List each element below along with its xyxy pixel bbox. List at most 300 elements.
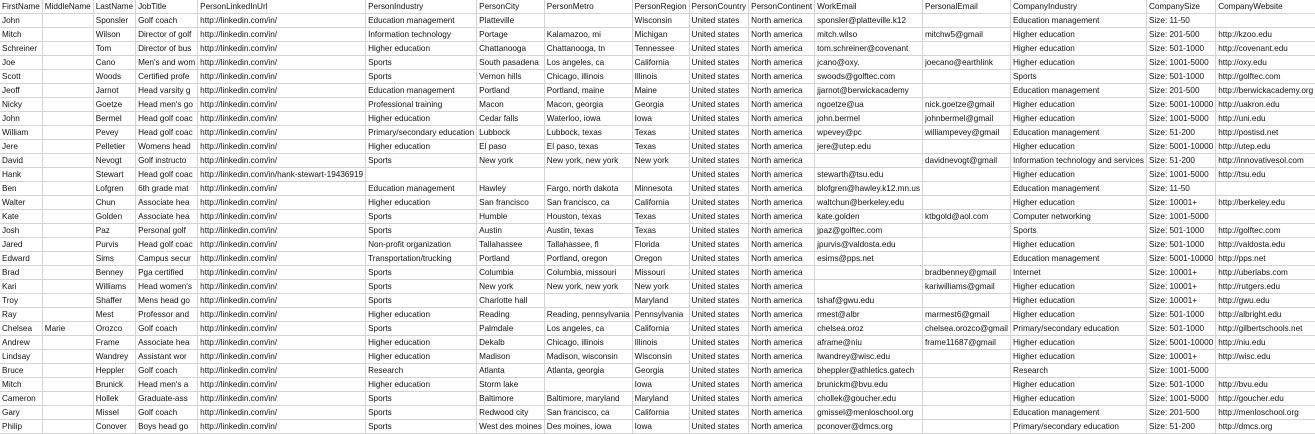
table-cell[interactable]: New york xyxy=(477,154,545,168)
table-cell[interactable]: 6th grade mat xyxy=(136,182,198,196)
table-cell[interactable]: North america xyxy=(749,140,815,154)
table-cell[interactable]: ngoetze@ua xyxy=(815,98,923,112)
table-cell[interactable]: Size: 5001-10000 xyxy=(1147,140,1216,154)
table-cell[interactable]: Woods xyxy=(93,70,135,84)
table-cell[interactable]: North america xyxy=(749,42,815,56)
table-cell[interactable] xyxy=(42,98,93,112)
table-cell[interactable] xyxy=(544,378,632,392)
table-cell[interactable]: Heppler xyxy=(93,364,135,378)
table-cell[interactable]: Higher education xyxy=(366,140,477,154)
table-cell[interactable] xyxy=(477,168,545,182)
table-cell[interactable]: http://linkedin.com/in/ xyxy=(198,42,366,56)
table-cell[interactable]: Kari xyxy=(0,280,42,294)
table-cell[interactable]: http://linkedin.com/in/ xyxy=(198,224,366,238)
table-cell[interactable]: Information technology and services xyxy=(1010,154,1146,168)
table-cell[interactable]: Benney xyxy=(93,266,135,280)
table-cell[interactable]: Ben xyxy=(0,182,42,196)
table-cell[interactable]: Purvis xyxy=(93,238,135,252)
table-cell[interactable]: Chattanooga xyxy=(477,42,545,56)
table-cell[interactable]: Florida xyxy=(632,238,689,252)
table-cell[interactable]: Golf coach xyxy=(136,364,198,378)
table-cell[interactable]: Iowa xyxy=(632,378,689,392)
table-cell[interactable]: Pelletier xyxy=(93,140,135,154)
table-cell[interactable]: Size: 11-50 xyxy=(1147,182,1216,196)
table-cell[interactable]: http://linkedin.com/in/ xyxy=(198,308,366,322)
table-cell[interactable]: Andrew xyxy=(0,336,42,350)
table-cell[interactable]: United states xyxy=(689,266,749,280)
table-cell[interactable]: Sports xyxy=(366,392,477,406)
table-cell[interactable]: Higher education xyxy=(1010,42,1146,56)
table-cell[interactable] xyxy=(922,238,1010,252)
table-cell[interactable]: Redwood city xyxy=(477,406,545,420)
table-cell[interactable] xyxy=(42,308,93,322)
table-cell[interactable] xyxy=(544,168,632,182)
table-cell[interactable]: Golf coach xyxy=(136,322,198,336)
table-cell[interactable]: United states xyxy=(689,406,749,420)
table-cell[interactable]: Paz xyxy=(93,224,135,238)
table-cell[interactable]: Head varsity g xyxy=(136,84,198,98)
table-cell[interactable]: Josh xyxy=(0,224,42,238)
table-cell[interactable]: Head women's xyxy=(136,280,198,294)
column-header[interactable]: LastName xyxy=(93,0,135,14)
table-cell[interactable]: Houston, texas xyxy=(544,210,632,224)
table-cell[interactable]: Higher education xyxy=(1010,140,1146,154)
table-cell[interactable]: Chicago, illinois xyxy=(544,336,632,350)
table-cell[interactable]: Reading xyxy=(477,308,545,322)
table-cell[interactable]: http://uakron.edu xyxy=(1216,98,1315,112)
table-cell[interactable]: Higher education xyxy=(366,350,477,364)
table-cell[interactable]: Pevey xyxy=(93,126,135,140)
table-cell[interactable]: Reading, pennsylvania xyxy=(544,308,632,322)
table-cell[interactable]: sponsler@platteville.k12 xyxy=(815,14,923,28)
table-cell[interactable]: Jeoff xyxy=(0,84,42,98)
table-cell[interactable] xyxy=(815,280,923,294)
table-cell[interactable] xyxy=(42,378,93,392)
table-cell[interactable]: marmest6@gmail xyxy=(922,308,1010,322)
table-cell[interactable]: http://gilbertschools.net xyxy=(1216,322,1315,336)
table-cell[interactable]: Los angeles, ca xyxy=(544,56,632,70)
table-cell[interactable]: Missouri xyxy=(632,266,689,280)
table-cell[interactable]: Head men's go xyxy=(136,98,198,112)
table-cell[interactable]: http://albright.edu xyxy=(1216,308,1315,322)
column-header[interactable]: PersonIndustry xyxy=(366,0,477,14)
table-cell[interactable]: jpurvis@valdosta.edu xyxy=(815,238,923,252)
table-cell[interactable] xyxy=(42,28,93,42)
table-cell[interactable]: http://gwu.edu xyxy=(1216,294,1315,308)
table-cell[interactable] xyxy=(42,266,93,280)
table-cell[interactable]: Portland xyxy=(477,252,545,266)
table-cell[interactable] xyxy=(1216,210,1315,224)
table-cell[interactable]: North america xyxy=(749,280,815,294)
column-header[interactable]: PersonLinkedInUrl xyxy=(198,0,366,14)
table-cell[interactable]: http://pps.net xyxy=(1216,252,1315,266)
table-cell[interactable]: Fargo, north dakota xyxy=(544,182,632,196)
table-cell[interactable] xyxy=(922,392,1010,406)
table-cell[interactable]: waltchun@berkeley.edu xyxy=(815,196,923,210)
table-cell[interactable]: Research xyxy=(366,364,477,378)
table-cell[interactable]: North america xyxy=(749,266,815,280)
table-cell[interactable]: New york xyxy=(632,280,689,294)
table-cell[interactable]: Sports xyxy=(1010,224,1146,238)
table-cell[interactable]: United states xyxy=(689,210,749,224)
table-cell[interactable]: Education management xyxy=(1010,182,1146,196)
table-cell[interactable]: Transportation/trucking xyxy=(366,252,477,266)
table-cell[interactable]: United states xyxy=(689,224,749,238)
table-cell[interactable]: Georgia xyxy=(632,364,689,378)
table-cell[interactable]: Tallahassee xyxy=(477,238,545,252)
table-cell[interactable]: Boys head go xyxy=(136,420,198,434)
table-cell[interactable]: North america xyxy=(749,112,815,126)
table-cell[interactable]: Sports xyxy=(366,294,477,308)
table-cell[interactable]: Research xyxy=(1010,364,1146,378)
table-cell[interactable]: Size: 501-1000 xyxy=(1147,70,1216,84)
table-cell[interactable]: Head golf coac xyxy=(136,238,198,252)
table-cell[interactable]: Iowa xyxy=(632,112,689,126)
table-cell[interactable] xyxy=(42,168,93,182)
table-cell[interactable]: Higher education xyxy=(1010,336,1146,350)
table-cell[interactable]: aframe@niu xyxy=(815,336,923,350)
table-cell[interactable]: Higher education xyxy=(366,112,477,126)
table-cell[interactable]: Size: 51-200 xyxy=(1147,420,1216,434)
table-cell[interactable]: Men's and wom xyxy=(136,56,198,70)
table-cell[interactable]: Stewart xyxy=(93,168,135,182)
table-cell[interactable]: Sports xyxy=(366,70,477,84)
table-cell[interactable] xyxy=(922,42,1010,56)
table-cell[interactable]: jpaz@golftec.com xyxy=(815,224,923,238)
table-cell[interactable] xyxy=(42,56,93,70)
table-cell[interactable]: Chelsea xyxy=(0,322,42,336)
table-cell[interactable]: Vernon hills xyxy=(477,70,545,84)
table-cell[interactable]: Information technology xyxy=(366,28,477,42)
table-cell[interactable]: Size: 1001-5000 xyxy=(1147,364,1216,378)
table-cell[interactable]: Higher education xyxy=(366,308,477,322)
table-cell[interactable]: esims@pps.net xyxy=(815,252,923,266)
column-header[interactable]: PersonalEmail xyxy=(922,0,1010,14)
table-cell[interactable]: Director of bus xyxy=(136,42,198,56)
table-cell[interactable]: Higher education xyxy=(1010,196,1146,210)
table-cell[interactable]: Jere xyxy=(0,140,42,154)
table-cell[interactable]: Golf coach xyxy=(136,406,198,420)
table-cell[interactable]: Size: 501-1000 xyxy=(1147,308,1216,322)
table-cell[interactable]: Portland xyxy=(477,84,545,98)
table-cell[interactable]: Portage xyxy=(477,28,545,42)
table-cell[interactable]: Size: 5001-10000 xyxy=(1147,252,1216,266)
table-cell[interactable]: Director of golf xyxy=(136,28,198,42)
table-cell[interactable]: Size: 501-1000 xyxy=(1147,42,1216,56)
table-cell[interactable]: Education management xyxy=(366,84,477,98)
table-cell[interactable] xyxy=(42,350,93,364)
table-cell[interactable] xyxy=(1216,182,1315,196)
table-cell[interactable]: Size: 501-1000 xyxy=(1147,378,1216,392)
table-cell[interactable]: Mens head go xyxy=(136,294,198,308)
table-cell[interactable] xyxy=(42,140,93,154)
table-cell[interactable]: tshaf@gwu.edu xyxy=(815,294,923,308)
table-cell[interactable]: United states xyxy=(689,350,749,364)
table-cell[interactable]: Higher education xyxy=(1010,98,1146,112)
table-cell[interactable]: Size: 201-500 xyxy=(1147,84,1216,98)
table-cell[interactable] xyxy=(922,252,1010,266)
table-cell[interactable]: chelsea.orozco@gmail xyxy=(922,322,1010,336)
table-cell[interactable]: Columbia, missouri xyxy=(544,266,632,280)
table-cell[interactable] xyxy=(922,420,1010,434)
table-cell[interactable]: Cameron xyxy=(0,392,42,406)
table-cell[interactable]: Pennsylvania xyxy=(632,308,689,322)
table-cell[interactable]: Sports xyxy=(366,154,477,168)
table-cell[interactable]: North america xyxy=(749,224,815,238)
table-cell[interactable]: Austin xyxy=(477,224,545,238)
table-cell[interactable]: North america xyxy=(749,14,815,28)
table-cell[interactable]: Wisconsin xyxy=(632,350,689,364)
table-cell[interactable]: http://berwickacademy.org xyxy=(1216,84,1315,98)
table-cell[interactable]: Size: 1001-5000 xyxy=(1147,112,1216,126)
table-cell[interactable]: http://linkedin.com/in/ xyxy=(198,322,366,336)
table-cell[interactable]: Chattanooga, tn xyxy=(544,42,632,56)
table-cell[interactable]: Associate hea xyxy=(136,196,198,210)
table-cell[interactable]: http://linkedin.com/in/ xyxy=(198,210,366,224)
table-cell[interactable]: United states xyxy=(689,154,749,168)
table-cell[interactable]: Non-profit organization xyxy=(366,238,477,252)
table-cell[interactable]: http://covenant.edu xyxy=(1216,42,1315,56)
table-cell[interactable]: North america xyxy=(749,378,815,392)
table-cell[interactable]: North america xyxy=(749,56,815,70)
table-cell[interactable] xyxy=(544,294,632,308)
table-cell[interactable]: United states xyxy=(689,84,749,98)
table-cell[interactable]: California xyxy=(632,56,689,70)
table-cell[interactable]: Illinois xyxy=(632,336,689,350)
table-cell[interactable]: joecano@earthlink xyxy=(922,56,1010,70)
table-cell[interactable]: Storm lake xyxy=(477,378,545,392)
table-cell[interactable]: Charlotte hall xyxy=(477,294,545,308)
table-cell[interactable]: Lubbock, texas xyxy=(544,126,632,140)
table-cell[interactable]: Sports xyxy=(366,56,477,70)
table-cell[interactable]: johnbermel@gmail xyxy=(922,112,1010,126)
table-cell[interactable]: Assistant wor xyxy=(136,350,198,364)
table-cell[interactable]: Cano xyxy=(93,56,135,70)
table-cell[interactable] xyxy=(42,42,93,56)
table-cell[interactable]: http://menloschool.org xyxy=(1216,406,1315,420)
table-cell[interactable]: http://linkedin.com/in/ xyxy=(198,280,366,294)
table-cell[interactable]: Size: 1001-5000 xyxy=(1147,56,1216,70)
table-cell[interactable]: Texas xyxy=(632,210,689,224)
table-cell[interactable]: http://linkedin.com/in/ xyxy=(198,252,366,266)
table-cell[interactable]: Baltimore xyxy=(477,392,545,406)
table-cell[interactable]: john.bermel xyxy=(815,112,923,126)
table-cell[interactable]: Gary xyxy=(0,406,42,420)
table-cell[interactable]: Oregon xyxy=(632,252,689,266)
table-cell[interactable]: Maine xyxy=(632,84,689,98)
table-cell[interactable]: jcano@oxy. xyxy=(815,56,923,70)
table-cell[interactable] xyxy=(42,70,93,84)
table-cell[interactable]: http://linkedin.com/in/ xyxy=(198,294,366,308)
table-cell[interactable] xyxy=(922,224,1010,238)
table-cell[interactable]: Higher education xyxy=(366,42,477,56)
table-cell[interactable]: Des moines, iowa xyxy=(544,420,632,434)
table-cell[interactable]: Madison xyxy=(477,350,545,364)
table-cell[interactable] xyxy=(544,14,632,28)
table-cell[interactable]: North america xyxy=(749,28,815,42)
table-cell[interactable]: United states xyxy=(689,70,749,84)
table-cell[interactable] xyxy=(922,294,1010,308)
table-cell[interactable]: http://linkedin.com/in/ xyxy=(198,420,366,434)
table-cell[interactable]: San francisco xyxy=(477,196,545,210)
table-cell[interactable]: United states xyxy=(689,308,749,322)
table-cell[interactable]: Wilson xyxy=(93,28,135,42)
table-cell[interactable]: Joe xyxy=(0,56,42,70)
table-cell[interactable]: pconover@dmcs.org xyxy=(815,420,923,434)
table-cell[interactable] xyxy=(42,154,93,168)
table-cell[interactable]: http://goucher.edu xyxy=(1216,392,1315,406)
table-cell[interactable] xyxy=(366,168,477,182)
table-cell[interactable]: jere@utep.edu xyxy=(815,140,923,154)
table-cell[interactable]: Sports xyxy=(366,406,477,420)
table-cell[interactable]: Edward xyxy=(0,252,42,266)
table-cell[interactable]: http://uni.edu xyxy=(1216,112,1315,126)
table-cell[interactable]: Education management xyxy=(1010,406,1146,420)
table-cell[interactable]: http://linkedin.com/in/ xyxy=(198,112,366,126)
table-cell[interactable]: Size: 1001-5000 xyxy=(1147,392,1216,406)
table-cell[interactable]: Education management xyxy=(366,14,477,28)
table-cell[interactable]: South pasadena xyxy=(477,56,545,70)
table-cell[interactable]: San francisco, ca xyxy=(544,406,632,420)
table-cell[interactable]: Golf instructo xyxy=(136,154,198,168)
table-cell[interactable]: Tallahassee, fl xyxy=(544,238,632,252)
table-cell[interactable]: United states xyxy=(689,28,749,42)
table-cell[interactable]: West des moines xyxy=(477,420,545,434)
table-cell[interactable]: Education management xyxy=(1010,252,1146,266)
table-cell[interactable]: Los angeles, ca xyxy=(544,322,632,336)
table-cell[interactable]: Size: 51-200 xyxy=(1147,154,1216,168)
table-cell[interactable]: United states xyxy=(689,238,749,252)
table-cell[interactable]: Waterloo, iowa xyxy=(544,112,632,126)
table-cell[interactable]: http://linkedin.com/in/hank-stewart-19436919 xyxy=(198,168,366,182)
table-cell[interactable]: North america xyxy=(749,98,815,112)
table-cell[interactable]: Campus secur xyxy=(136,252,198,266)
table-cell[interactable]: Pga certified xyxy=(136,266,198,280)
table-cell[interactable]: Primary/secondary education xyxy=(366,126,477,140)
table-cell[interactable]: rmest@albr xyxy=(815,308,923,322)
table-cell[interactable]: United states xyxy=(689,112,749,126)
table-cell[interactable]: Size: 51-200 xyxy=(1147,126,1216,140)
table-cell[interactable]: http://berkeley.edu xyxy=(1216,196,1315,210)
table-cell[interactable]: San francisco, ca xyxy=(544,196,632,210)
table-cell[interactable]: Sims xyxy=(93,252,135,266)
table-cell[interactable]: Size: 5001-10000 xyxy=(1147,336,1216,350)
column-header[interactable]: WorkEmail xyxy=(815,0,923,14)
table-cell[interactable]: North america xyxy=(749,308,815,322)
table-cell[interactable]: http://bvu.edu xyxy=(1216,378,1315,392)
table-cell[interactable] xyxy=(922,350,1010,364)
table-cell[interactable]: http://rutgers.edu xyxy=(1216,280,1315,294)
table-cell[interactable]: stewarth@tsu.edu xyxy=(815,168,923,182)
table-cell[interactable]: http://linkedin.com/in/ xyxy=(198,140,366,154)
table-cell[interactable] xyxy=(42,336,93,350)
table-cell[interactable]: http://utep.edu xyxy=(1216,140,1315,154)
table-cell[interactable] xyxy=(42,112,93,126)
table-cell[interactable] xyxy=(42,126,93,140)
table-cell[interactable] xyxy=(42,280,93,294)
table-cell[interactable]: Higher education xyxy=(1010,28,1146,42)
table-cell[interactable]: North america xyxy=(749,322,815,336)
table-cell[interactable]: Nicky xyxy=(0,98,42,112)
table-cell[interactable]: United states xyxy=(689,378,749,392)
table-cell[interactable] xyxy=(922,364,1010,378)
table-cell[interactable]: http://kzoo.edu xyxy=(1216,28,1315,42)
table-cell[interactable] xyxy=(922,140,1010,154)
table-cell[interactable]: Wisconsin xyxy=(632,14,689,28)
table-cell[interactable]: Certified profe xyxy=(136,70,198,84)
table-cell[interactable]: frame11687@gmail xyxy=(922,336,1010,350)
table-cell[interactable]: http://valdosta.edu xyxy=(1216,238,1315,252)
table-cell[interactable]: mitchw5@gmail xyxy=(922,28,1010,42)
table-cell[interactable]: North america xyxy=(749,126,815,140)
table-cell[interactable]: North america xyxy=(749,84,815,98)
table-cell[interactable]: http://golftec.com xyxy=(1216,70,1315,84)
table-cell[interactable]: Size: 10001+ xyxy=(1147,280,1216,294)
table-cell[interactable]: Higher education xyxy=(1010,168,1146,182)
table-cell[interactable]: Higher education xyxy=(1010,294,1146,308)
table-cell[interactable]: Nevogt xyxy=(93,154,135,168)
table-cell[interactable]: Higher education xyxy=(1010,280,1146,294)
table-cell[interactable]: Jarnot xyxy=(93,84,135,98)
table-cell[interactable]: tom.schreiner@covenant xyxy=(815,42,923,56)
table-cell[interactable]: Columbia xyxy=(477,266,545,280)
table-cell[interactable]: Shaffer xyxy=(93,294,135,308)
column-header[interactable]: MiddleName xyxy=(42,0,93,14)
table-cell[interactable]: Higher education xyxy=(1010,392,1146,406)
table-cell[interactable] xyxy=(922,168,1010,182)
table-cell[interactable]: Education management xyxy=(1010,126,1146,140)
table-cell[interactable]: Size: 201-500 xyxy=(1147,406,1216,420)
table-cell[interactable]: Size: 10001+ xyxy=(1147,266,1216,280)
table-cell[interactable]: North america xyxy=(749,182,815,196)
table-cell[interactable]: Sponsler xyxy=(93,14,135,28)
table-cell[interactable]: Lofgren xyxy=(93,182,135,196)
table-cell[interactable]: http://linkedin.com/in/ xyxy=(198,14,366,28)
table-cell[interactable]: jjarnot@berwickacademy xyxy=(815,84,923,98)
table-cell[interactable]: http://linkedin.com/in/ xyxy=(198,364,366,378)
table-cell[interactable]: davidnevogt@gmail xyxy=(922,154,1010,168)
table-cell[interactable]: North america xyxy=(749,420,815,434)
table-cell[interactable] xyxy=(42,364,93,378)
table-cell[interactable]: United states xyxy=(689,168,749,182)
table-cell[interactable] xyxy=(42,196,93,210)
table-cell[interactable]: Higher education xyxy=(366,336,477,350)
table-cell[interactable]: New york xyxy=(477,280,545,294)
table-cell[interactable]: Minnesota xyxy=(632,182,689,196)
table-cell[interactable]: Head golf coac xyxy=(136,112,198,126)
table-cell[interactable]: http://linkedin.com/in/ xyxy=(198,70,366,84)
table-cell[interactable]: Size: 201-500 xyxy=(1147,28,1216,42)
table-cell[interactable]: Size: 501-1000 xyxy=(1147,322,1216,336)
table-cell[interactable]: http://linkedin.com/in/ xyxy=(198,126,366,140)
table-cell[interactable]: Brunick xyxy=(93,378,135,392)
table-cell[interactable]: http://linkedin.com/in/ xyxy=(198,406,366,420)
table-cell[interactable] xyxy=(922,196,1010,210)
table-cell[interactable]: North america xyxy=(749,364,815,378)
table-cell[interactable]: Brad xyxy=(0,266,42,280)
table-cell[interactable]: Portland, maine xyxy=(544,84,632,98)
table-cell[interactable]: Associate hea xyxy=(136,336,198,350)
table-cell[interactable]: williampevey@gmail xyxy=(922,126,1010,140)
table-cell[interactable]: Jared xyxy=(0,238,42,252)
table-cell[interactable]: Sports xyxy=(366,322,477,336)
table-cell[interactable]: Missel xyxy=(93,406,135,420)
table-cell[interactable]: United states xyxy=(689,364,749,378)
table-cell[interactable]: Sports xyxy=(366,266,477,280)
table-cell[interactable]: North america xyxy=(749,406,815,420)
table-cell[interactable]: Hank xyxy=(0,168,42,182)
table-cell[interactable]: North america xyxy=(749,350,815,364)
